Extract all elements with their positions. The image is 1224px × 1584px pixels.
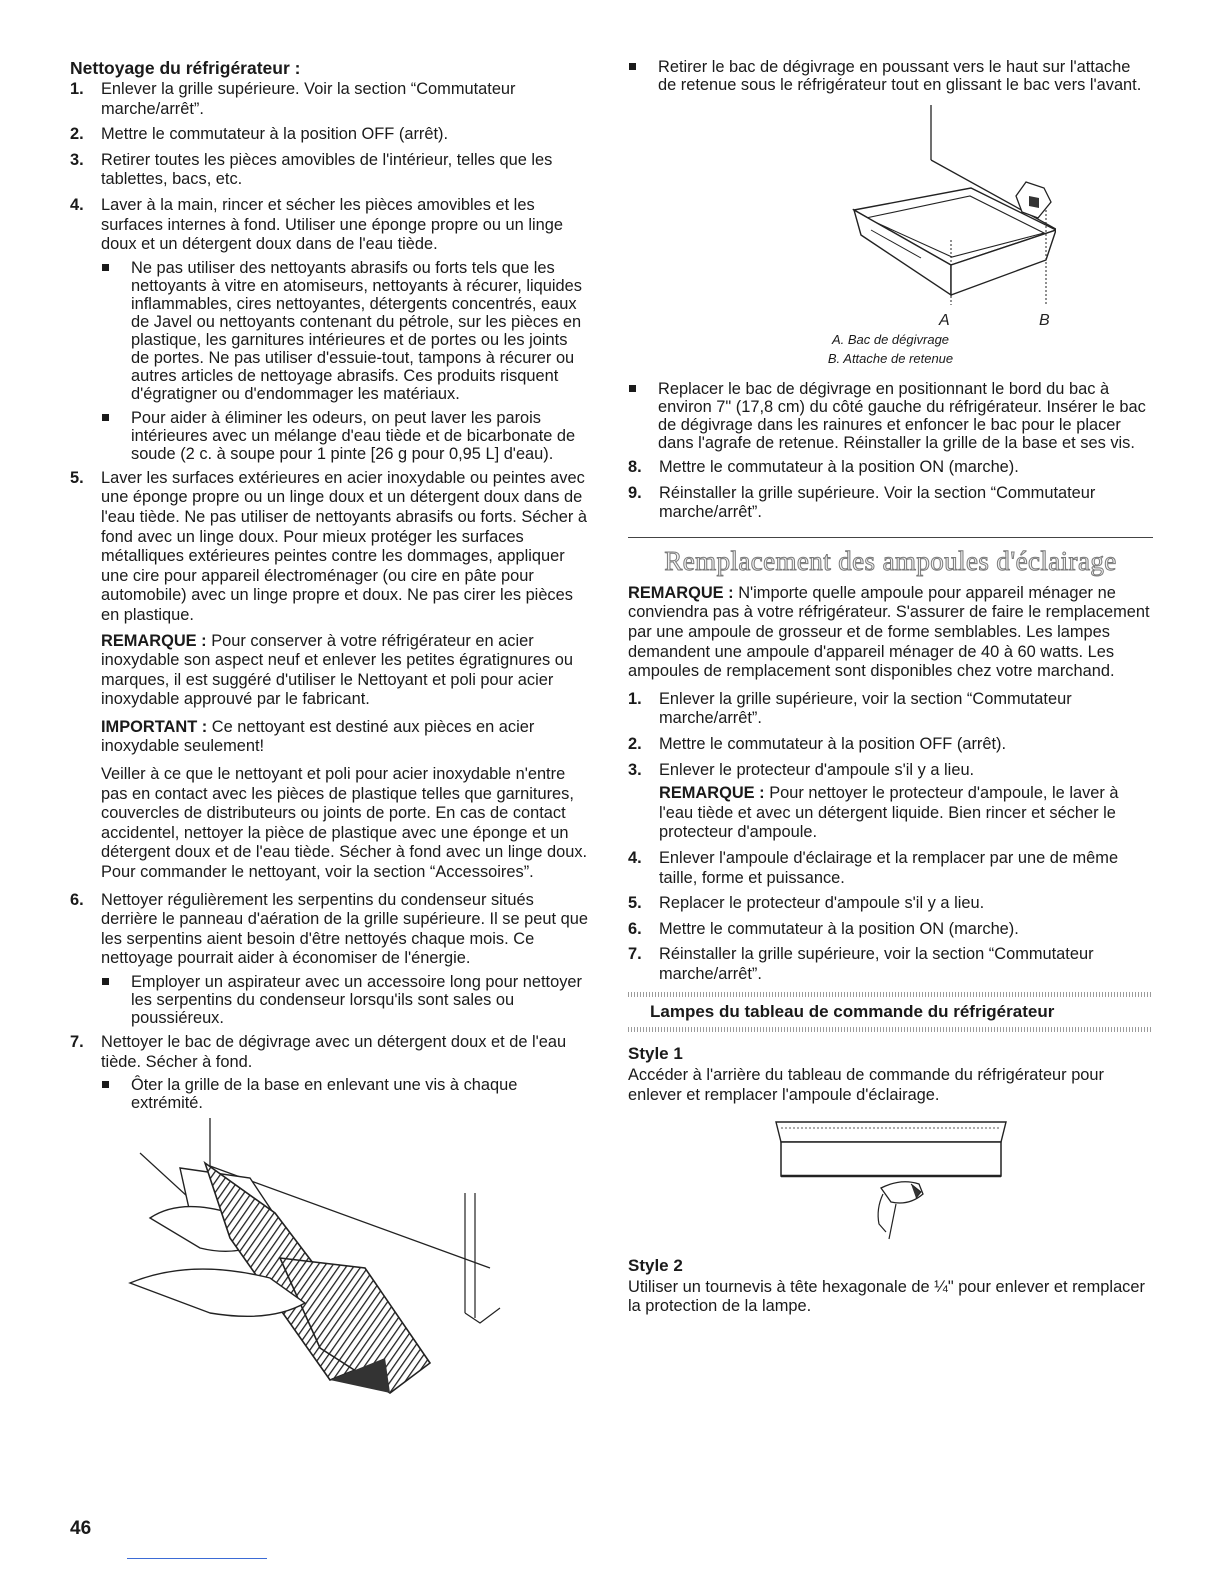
step-text: Réinstaller la grille supérieure, voir la section “Commutateur marche/arrêt”. xyxy=(659,945,1094,983)
step-text: Replacer le protecteur d'ampoule s'il y a lieu. xyxy=(659,894,985,913)
step-text: Enlever la grille supérieure. Voir la section “Commutateur marche/arrêt”. xyxy=(101,80,516,118)
bulb-step-5 xyxy=(628,894,1153,914)
bullet-item xyxy=(628,58,1153,94)
left-column xyxy=(70,58,590,1418)
step-text: Réinstaller la grille supérieure. Voir la section “Commutateur marche/arrêt”. xyxy=(659,483,1096,522)
bullet-square-icon xyxy=(629,63,636,70)
step-7 xyxy=(70,1033,590,1112)
bullet-list xyxy=(101,973,590,1027)
note-label: REMARQUE : xyxy=(628,583,734,602)
figure-caption xyxy=(628,330,1153,368)
bulb-step-4 xyxy=(628,849,1153,888)
style-1-heading: Style 1 xyxy=(628,1044,683,1064)
step-text: Mettre le commutateur à la position OFF (arrêt). xyxy=(659,734,1007,753)
note-label: REMARQUE : xyxy=(101,631,207,650)
bullet-item xyxy=(101,409,590,463)
step-number: 9. xyxy=(628,483,642,502)
style-2-heading: Style 2 xyxy=(628,1255,683,1275)
step-number: 2. xyxy=(70,125,84,144)
bulb-note-paragraph xyxy=(628,584,1153,682)
page-number: 46 xyxy=(70,1518,92,1539)
important-text: Ce nettoyant est destiné aux pièces en acier inoxydable seulement! xyxy=(101,717,535,756)
step-text: Enlever le protecteur d'ampoule s'il y a lieu. xyxy=(659,760,975,779)
step-number: 4. xyxy=(70,195,84,214)
bulb-steps xyxy=(628,690,1153,985)
step-text: Nettoyer le bac de dégivrage avec un détergent doux et de l'eau tiède. Sécher à fond. xyxy=(101,1033,567,1071)
caption-a: A. Bac de dégivrage xyxy=(831,332,950,347)
bullet-item xyxy=(101,973,590,1027)
style-2-text: Utiliser un tournevis à tête hexagonale de ¼" pour enlever et remplacer la protection de la lampe. xyxy=(628,1277,1145,1316)
step-number: 7. xyxy=(70,1033,84,1051)
bulb-cover-note xyxy=(659,784,1153,843)
step-number: 8. xyxy=(628,458,642,476)
bullet-item xyxy=(101,259,590,403)
step-5 xyxy=(70,469,590,883)
step-text: Nettoyer régulièrement les serpentins du condenseur situés derrière le panneau d'aération de la grille supérieure. Il se peut que les serpentins aient besoin d'être nettoyés chaque mois. Ce nettoyage pourrait aider à économiser de l'énergie. xyxy=(101,890,588,968)
bulb-step-3 xyxy=(628,761,1153,843)
step-6 xyxy=(70,891,590,1027)
step-number: 5. xyxy=(628,894,642,913)
bullet-square-icon xyxy=(629,385,636,392)
step-number: 4. xyxy=(628,848,642,867)
bullet-text: Ôter la grille de la base en enlevant une vis à chaque extrémité. xyxy=(131,1076,518,1113)
bullet-item xyxy=(628,380,1153,452)
bullet-item xyxy=(101,1076,590,1112)
step-text: Mettre le commutateur à la position ON (marche). xyxy=(659,458,1019,476)
step-number: 3. xyxy=(628,760,642,779)
step-3 xyxy=(70,151,590,190)
bullet-list xyxy=(101,259,590,463)
note-text: N'importe quelle ampoule pour appareil ménager ne conviendra pas à votre réfrigérateur. S'assurer de faire le remplacement par une ampoule de grosseur et de forme semblables. Les lampes demandent une ampoule d'appareil ménager de 40 à 60 watts. Les ampoules de remplacement sont disponibles chez votre marchand. xyxy=(628,583,1150,681)
bulb-step-2 xyxy=(628,735,1153,755)
control-panel-lamp-illustration xyxy=(761,1114,1021,1244)
figure-label-a: A xyxy=(938,312,950,329)
step-number: 5. xyxy=(70,468,84,487)
section-heading-cleaning: Nettoyage du réfrigérateur : xyxy=(70,58,301,78)
base-grille-removal-illustration xyxy=(120,1118,540,1418)
note-paragraph xyxy=(101,632,590,710)
step-9 xyxy=(628,484,1153,523)
step-text: Mettre le commutateur à la position ON (marche). xyxy=(659,919,1019,938)
bullet-square-icon xyxy=(102,978,109,985)
step-text: Enlever l'ampoule d'éclairage et la remplacer par une de même taille, forme et puissance. xyxy=(659,848,1119,887)
important-label: IMPORTANT : xyxy=(101,717,208,736)
right-column xyxy=(628,58,1153,1325)
bullet-square-icon xyxy=(102,414,109,421)
bullet-square-icon xyxy=(102,1081,109,1088)
step-number: 3. xyxy=(70,150,84,169)
stainless-paragraph: Veiller à ce que le nettoyant et poli pour acier inoxydable n'entre pas en contact avec les pièces de plastique telles que garnitures, couvercles de distributeurs ou joints de porte. En cas de contact accidentel, nettoyer la pièce de plastique avec une éponge et un détergent doux et de l'eau tiède. Sécher à fond avec un linge doux. Pour commander le nettoyant, voir la section “Accessoires”. xyxy=(101,765,588,882)
step-text: Laver à la main, rincer et sécher les pièces amovibles et les surfaces internes à fond. Utiliser une éponge propre ou un linge doux et un détergent doux dans de l'eau tiède. xyxy=(101,195,563,254)
bullet-list xyxy=(101,1076,590,1112)
section-title-bulb-replacement: Remplacement des ampoules d'éclairage xyxy=(664,545,1117,576)
step-number: 2. xyxy=(628,734,642,753)
bullet-text: Replacer le bac de dégivrage en positionnant le bord du bac à environ 7" (17,8 cm) du côté gauche du réfrigérateur. Insérer le bac de dégivrage dans les rainures et enfoncer le bac pour le placer dans l'agrafe de retenue. Réinstaller la grille de la base et ses vis. xyxy=(658,380,1146,452)
step-number: 6. xyxy=(628,919,642,938)
defrost-pan-illustration xyxy=(726,100,1056,330)
bullet-list xyxy=(628,380,1153,452)
step-number: 6. xyxy=(70,890,84,909)
bulb-step-7 xyxy=(628,945,1153,984)
step-number: 1. xyxy=(70,80,84,98)
figure-label-b: B xyxy=(1038,312,1050,329)
bullet-text: Ne pas utiliser des nettoyants abrasifs ou forts tels que les nettoyants à vitre en atomiseurs, nettoyants à récurer, liquides inflammables, cires nettoyantes, détergents concentrés, eaux de Javel ou nettoyants contenant du pétrole, sur les pièces en plastique, les garnitures intérieures et de portes ou les joints de portes. Ne pas utiliser d'essuie-tout, tampons à récurer ou autres articles de nettoyage abrasifs. Ces produits risquent d'égratigner ou d'endommager les matériaux. xyxy=(131,258,582,403)
section-divider xyxy=(628,537,1153,538)
note-text: Pour conserver à votre réfrigérateur en acier inoxydable son aspect neuf et enlever les petites égratignures ou marques, il est suggéré d'utiliser le Nettoyant et poli pour acier inoxydable approuvé par le fabricant. xyxy=(101,631,573,709)
hatch-divider-bottom xyxy=(628,1027,1153,1032)
subsection-heading-control-lamps: Lampes du tableau de commande du réfrigérateur xyxy=(650,1002,1055,1022)
bullet-text: Retirer le bac de dégivrage en poussant vers le haut sur l'attache de retenue sous le réfrigérateur tout en glissant le bac vers l'avant. xyxy=(658,58,1142,94)
step-text: Laver les surfaces extérieures en acier inoxydable ou peintes avec une éponge propre ou un linge doux et un détergent doux dans de l'eau tiède. Ne pas utiliser de nettoyants abrasifs ou forts. Sécher à fond avec un linge doux. Pour mieux protéger les surfaces métalliques extérieures peintes contre les dommages, appliquer une cire pour appareil électroménager (ou cire en pâte pour automobile) avec un linge propre et doux. Ne pas cirer les pièces en plastique. xyxy=(101,468,588,624)
step-text: Retirer toutes les pièces amovibles de l'intérieur, telles que les tablettes, bacs, etc. xyxy=(101,150,553,189)
style-1-text: Accéder à l'arrière du tableau de commande du réfrigérateur pour enlever et remplacer l'ampoule d'éclairage. xyxy=(628,1066,1104,1105)
step-text: Enlever la grille supérieure, voir la section “Commutateur marche/arrêt”. xyxy=(659,689,1072,728)
step-4 xyxy=(70,196,590,463)
important-paragraph xyxy=(101,718,590,757)
step-1 xyxy=(70,80,590,119)
caption-b: B. Attache de retenue xyxy=(827,351,954,366)
bulb-step-1 xyxy=(628,690,1153,729)
bullet-list xyxy=(628,58,1153,94)
step-8 xyxy=(628,458,1153,478)
note-text: Pour nettoyer le protecteur d'ampoule, le laver à l'eau tiède et avec un détergent liquide. Bien rincer et sécher le protecteur d'ampoule. xyxy=(659,784,1119,842)
bullet-text: Employer un aspirateur avec un accessoire long pour nettoyer les serpentins du condenseur lorsqu'ils sont sales ou poussiéreux. xyxy=(131,973,582,1027)
bullet-square-icon xyxy=(102,264,109,271)
cleaning-steps xyxy=(70,80,590,1112)
bullet-text: Pour aider à éliminer les odeurs, on peut laver les parois intérieures avec un mélange d'eau tiède et de bicarbonate de soude (2 c. à soupe pour 1 pinte [26 g pour 0,95 L] d'eau). xyxy=(131,408,576,463)
note-label: REMARQUE : xyxy=(659,784,765,803)
step-text: Mettre le commutateur à la position OFF (arrêt). xyxy=(101,125,449,144)
footer-line xyxy=(127,1558,267,1559)
step-number: 1. xyxy=(628,689,642,708)
bulb-step-6 xyxy=(628,920,1153,940)
step-2 xyxy=(70,125,590,145)
step-number: 7. xyxy=(628,945,642,964)
cleaning-steps-continued xyxy=(628,458,1153,523)
